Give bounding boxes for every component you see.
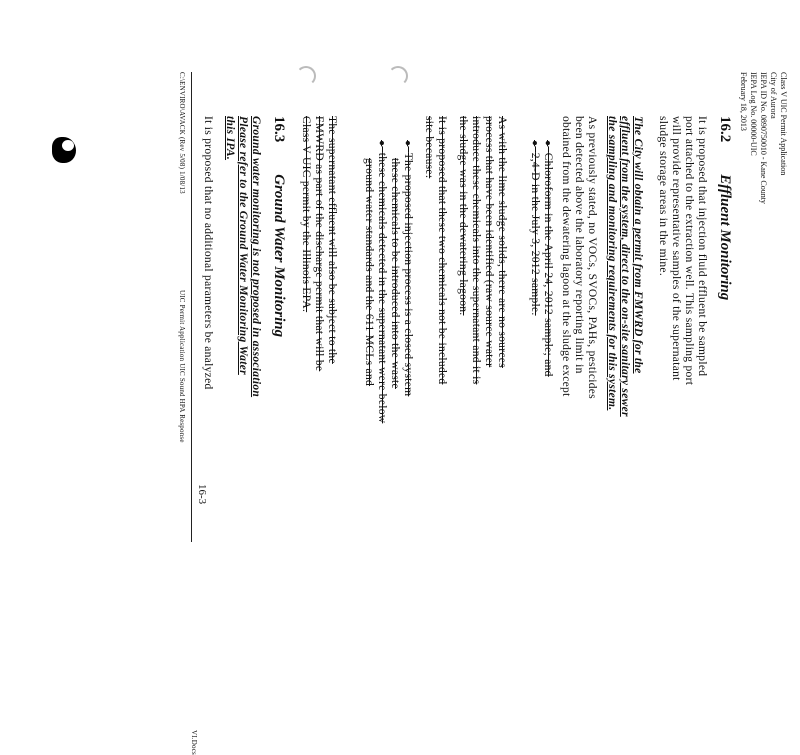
text-line: site because: (423, 116, 435, 179)
document-header (738, 72, 788, 204)
text-line: FMWRD as part of the discharge permit that will be (313, 116, 325, 372)
text-line: It is proposed that no additional parameters be analyzed (202, 116, 214, 390)
bullet-icon: ● (542, 140, 553, 147)
text-line: As previously stated, no VOCs, SVOCs, PAHs, pesticides (586, 116, 598, 399)
text-line: The City will obtain a permit from FMWRD for the (632, 116, 644, 374)
paragraph (223, 116, 262, 397)
paragraph (299, 116, 338, 371)
text-line: It is proposed that injection fluid effluent be sampled (696, 116, 708, 377)
text-line: sludge storage areas in the mine. (657, 116, 669, 276)
bullet-icon: ● (376, 140, 387, 147)
list-item: ● Chloroform in the April 24, 2012 sample; and (542, 140, 554, 377)
section-title: Effluent Monitoring (717, 174, 733, 301)
paragraph (201, 116, 214, 390)
header-line: February 18, 2013 (739, 72, 748, 131)
text-line: the sludge was in the dewatering lagoon. (457, 116, 469, 316)
text-line: this IPA. (224, 116, 236, 161)
bullet-icon: ● (402, 140, 413, 147)
footer-center: UIC Permit Application UIC Sound HPA Response (178, 290, 186, 443)
text-line: port attached to the extraction well. This sampling port (683, 116, 695, 386)
list-item: these chemicals to be introduced into the waste (389, 158, 401, 389)
text-line: The supernatant effluent will also be subject to the (326, 116, 338, 364)
margin-note: VI.Docs (190, 730, 198, 755)
text-line: process that have been identified (raw source water (483, 116, 495, 368)
text-line: effluent from the system, direct to the on-site sanitary sewer (619, 116, 631, 417)
page-number: 16-3 (196, 484, 208, 505)
header-line: Class V UIC Permit Application (779, 72, 788, 176)
list-item: ● 2,4-D in the July 3, 2012 sample. (529, 140, 541, 316)
footer-rule (191, 72, 192, 542)
paragraph (559, 116, 598, 399)
paragraph (456, 116, 508, 384)
section-title: Ground Water Monitoring (271, 174, 287, 338)
header-line: IEPA ID No. 0890750010 - Kane County (759, 72, 768, 204)
header-line: City of Aurora (769, 72, 778, 119)
footer-left: C:\ENVIRO\AVACK (Rev 5/08) 1/08/13 (178, 72, 186, 194)
section-number: 16.3 (271, 116, 287, 143)
list-item: ● The proposed injection process is a closed system (402, 140, 414, 397)
bullet-list (528, 140, 554, 377)
text-line: will provide representative samples of the supernatant (670, 116, 682, 381)
paragraph (605, 116, 644, 417)
text-line: the sampling and monitoring requirements for this system. (606, 116, 618, 411)
staple-arc (296, 66, 316, 86)
bullet-icon: ● (529, 140, 540, 147)
text-line: Ground water monitoring is not proposed in association (250, 116, 262, 398)
text-line: introduce these chemicals into the supernatant and it is (470, 116, 482, 385)
list-item: ● these chemicals detected in the supernatant were below (376, 140, 388, 424)
paragraph (656, 116, 708, 385)
text-line: obtained from the dewatering lagoon at the sludge except (560, 116, 572, 397)
list-item: ground water standards and the 611 MCLs and (363, 158, 375, 387)
bullet-list (362, 140, 414, 423)
text-line: been detected above the laboratory reporting limit in (573, 116, 585, 374)
text-line: It is proposed that these two chemicals not be included (436, 116, 448, 385)
section-heading (270, 116, 288, 337)
section-number: 16.2 (717, 116, 733, 143)
text-line: Class V UIC permit by the Illinois EPA. (300, 116, 312, 313)
header-line: IEPA Log No. 00000-UIC (749, 72, 758, 156)
staple-arc (388, 66, 408, 86)
text-line: Please refer to the Ground Water Monitoring Water (237, 116, 249, 375)
scan-artifact (52, 137, 76, 163)
paragraph (422, 116, 448, 384)
text-line: As with the lime sludge solids, there are no sources (496, 116, 508, 368)
section-heading (716, 116, 734, 300)
